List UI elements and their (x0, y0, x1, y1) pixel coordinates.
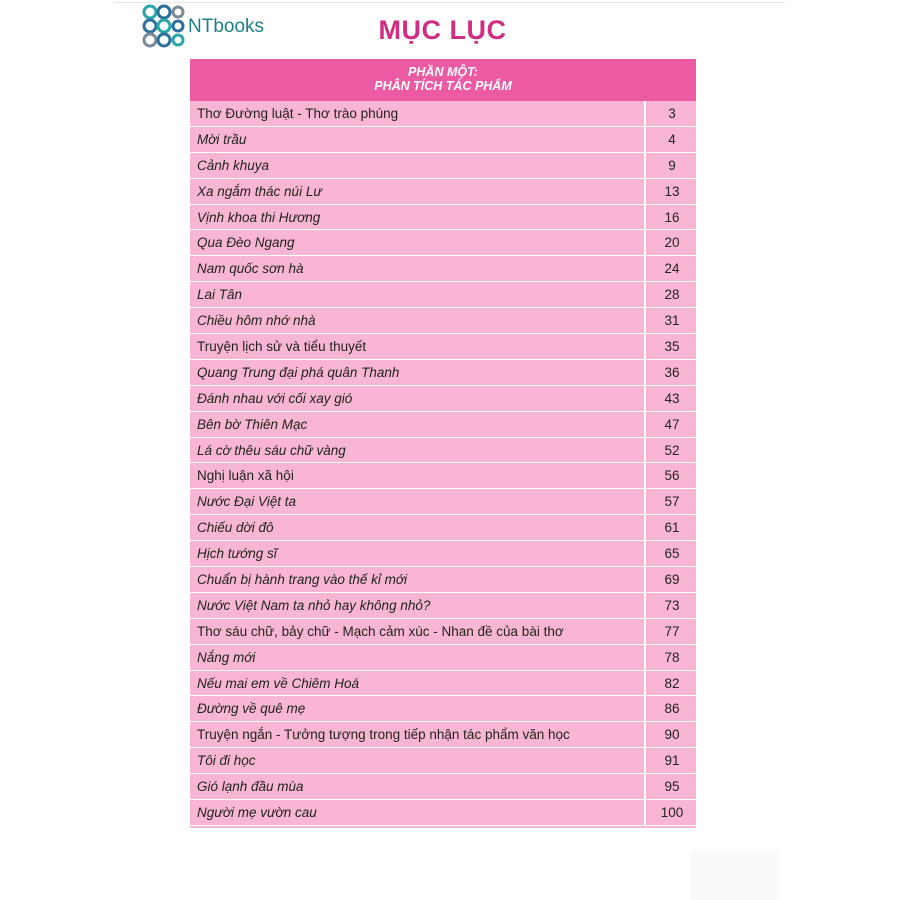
toc-row[interactable] (190, 334, 696, 360)
toc-entry-title: Lai Tân (197, 287, 243, 303)
toc-entry-title: Người mẹ vườn cau (197, 805, 317, 821)
toc-entry-page: 31 (644, 308, 698, 333)
toc-header-part: PHẦN MỘT: (408, 65, 478, 79)
toc-entry-page: 65 (644, 541, 698, 566)
toc-row[interactable] (190, 593, 696, 619)
toc-entry-page: 86 (644, 696, 698, 721)
toc-entry-page: 82 (644, 671, 698, 696)
toc-entry-title: Tôi đi học (197, 753, 256, 769)
toc-entry-title: Hịch tướng sĩ (197, 546, 277, 562)
toc-row[interactable] (190, 567, 696, 593)
toc-row[interactable] (190, 489, 696, 515)
toc-row[interactable] (190, 619, 696, 645)
toc-row[interactable] (190, 645, 696, 671)
toc-entry-page: 35 (644, 334, 698, 359)
toc-entry-page: 91 (644, 748, 698, 773)
toc-row[interactable] (190, 671, 696, 697)
toc-entry-title: Chuẩn bị hành trang vào thế kỉ mới (197, 572, 408, 588)
toc-entry-title: Truyện lịch sử và tiểu thuyết (197, 339, 367, 355)
toc-row[interactable] (190, 205, 696, 231)
toc-entry-page: 4 (644, 127, 698, 152)
toc-entry-title: Nắng mới (197, 649, 256, 665)
toc-row[interactable] (190, 127, 696, 153)
toc-entry-page: 9 (644, 153, 698, 178)
toc-entry-page: 57 (644, 489, 698, 514)
toc-rows (190, 101, 696, 826)
toc-row[interactable] (190, 179, 696, 205)
toc-row[interactable] (190, 308, 696, 334)
toc-entry-title: Nước Việt Nam ta nhỏ hay không nhỏ? (197, 597, 431, 613)
toc-entry-page: 47 (644, 412, 698, 437)
toc-entry-title: Thơ Đường luật - Thơ trào phúng (197, 106, 399, 121)
toc-entry-title: Vịnh khoa thi Hương (197, 209, 321, 225)
toc-entry-title: Nước Đại Việt ta (197, 494, 297, 510)
toc-row[interactable] (190, 230, 696, 256)
toc-entry-page: 28 (644, 282, 698, 307)
toc-row[interactable] (190, 438, 696, 464)
toc-entry-page: 95 (644, 774, 698, 799)
toc-entry-title: Gió lạnh đầu mùa (197, 779, 304, 795)
toc-entry-title: Cảnh khuya (197, 157, 270, 173)
toc-entry-page: 43 (644, 386, 698, 411)
toc-row[interactable] (190, 282, 696, 308)
toc-entry-title: Chiếu dời đô (197, 520, 274, 536)
toc-row[interactable] (190, 515, 696, 541)
toc-entry-page: 100 (644, 800, 698, 825)
toc-entry-page: 61 (644, 515, 698, 540)
toc-row[interactable] (190, 541, 696, 567)
page-title: MỤC LỤC (378, 15, 507, 45)
toc-entry-page: 36 (644, 360, 698, 385)
top-divider (115, 2, 785, 3)
background-smudge (690, 850, 780, 900)
toc-entry-title: Truyện ngắn - Tưởng tượng trong tiếp nhận tác phẩm văn học (197, 727, 570, 743)
toc-entry-title: Bên bờ Thiên Mạc (197, 416, 308, 432)
toc-entry-page: 56 (644, 463, 698, 488)
toc-header-subtitle: PHÂN TÍCH TÁC PHẨM (374, 79, 512, 93)
toc-row[interactable] (190, 722, 696, 748)
toc-entry-page: 13 (644, 179, 698, 204)
toc-entry-page: 90 (644, 722, 698, 747)
toc-entry-page: 24 (644, 256, 698, 281)
toc-entry-title: Xa ngắm thác núi Lư (197, 183, 322, 199)
toc-entry-title: Đường về quê mẹ (197, 701, 306, 717)
toc-entry-page: 77 (644, 619, 698, 644)
toc-entry-title: Mời trầu (197, 131, 247, 147)
toc-entry-title: Qua Đèo Ngang (197, 235, 295, 251)
toc-entry-title: Nam quốc sơn hà (197, 261, 304, 277)
toc-entry-title: Thơ sáu chữ, bảy chữ - Mạch cảm xúc - Nhan đề của bài thơ (197, 623, 564, 639)
toc-entry-title: Đánh nhau với cối xay gió (197, 390, 353, 406)
toc-entry-title: Nếu mai em về Chiêm Hoá (197, 675, 360, 691)
table-of-contents (190, 59, 696, 828)
toc-row[interactable] (190, 360, 696, 386)
toc-entry-page: 52 (644, 438, 698, 463)
toc-entry-page: 73 (644, 593, 698, 618)
toc-row[interactable] (190, 463, 696, 489)
toc-entry-page: 78 (644, 645, 698, 670)
toc-entry-page: 16 (644, 205, 698, 230)
brand-name: NTbooks (188, 16, 265, 37)
toc-entry-title: Quang Trung đại phá quân Thanh (197, 364, 400, 380)
toc-row[interactable] (190, 412, 696, 438)
toc-row[interactable] (190, 101, 696, 127)
toc-entry-title: Chiều hôm nhớ nhà (197, 313, 316, 329)
toc-row[interactable] (190, 153, 696, 179)
toc-entry-page: 3 (644, 101, 698, 126)
toc-entry-title: Lá cờ thêu sáu chữ vàng (197, 442, 346, 458)
toc-row[interactable] (190, 256, 696, 282)
toc-row[interactable] (190, 748, 696, 774)
toc-entry-title: Nghị luận xã hội (197, 468, 294, 484)
toc-entry-page: 20 (644, 230, 698, 255)
toc-header (190, 59, 696, 101)
toc-row[interactable] (190, 774, 696, 800)
toc-row[interactable] (190, 800, 696, 826)
toc-entry-page: 69 (644, 567, 698, 592)
toc-row[interactable] (190, 386, 696, 412)
toc-row[interactable] (190, 696, 696, 722)
